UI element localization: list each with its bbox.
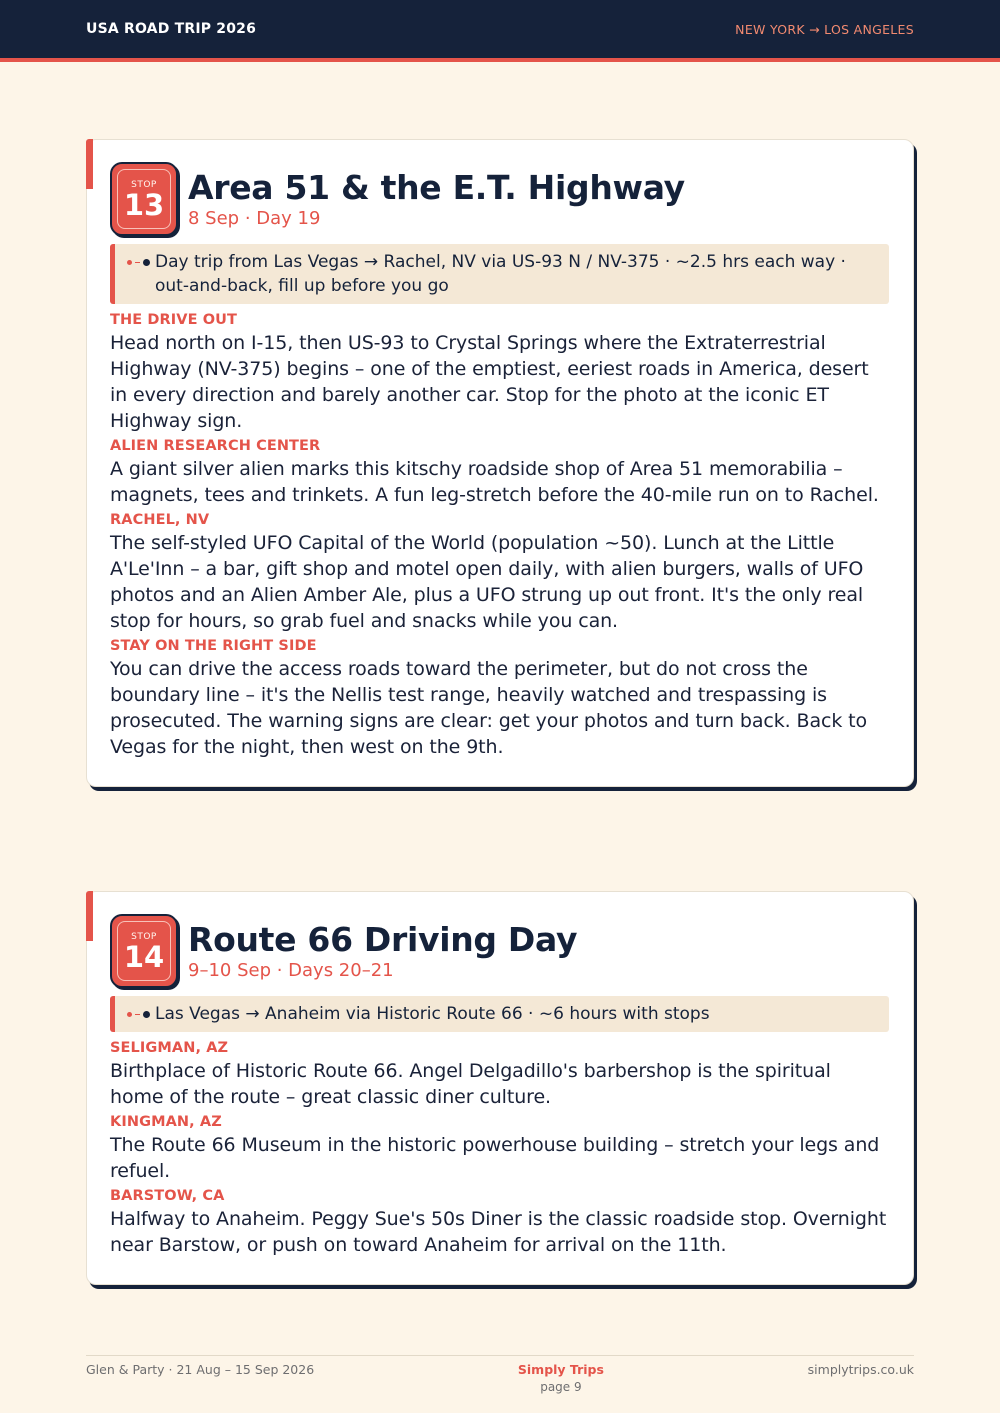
trip-title: USA ROAD TRIP 2026 bbox=[86, 21, 257, 37]
footer-website-link[interactable]: simplytrips.co.uk bbox=[807, 1362, 914, 1377]
stop-number-badge bbox=[110, 162, 178, 236]
section-body: A giant silver alien marks this kitschy roadside shop of Area 51 memorabilia – magnets, tees and trinkets. A fun leg-stretch before the 40-mile run on to Rachel. bbox=[110, 458, 879, 506]
section-seligman-az bbox=[110, 1038, 889, 1110]
stop-date: 8 Sep · Day 19 bbox=[188, 208, 321, 229]
stop-number-badge bbox=[110, 914, 178, 988]
stop-number: 14 bbox=[123, 940, 165, 974]
page-footer bbox=[86, 1355, 914, 1394]
stop-label: STOP bbox=[131, 180, 157, 190]
route-callout-text: Day trip from Las Vegas → Rachel, NV via US-93 N / NV-375 · ~2.5 hrs each way · out-and-back, fill up before you go bbox=[155, 252, 846, 296]
section-label: BARSTOW, CA bbox=[110, 1188, 225, 1204]
section-drive-out bbox=[110, 310, 889, 434]
stop-title: Area 51 & the E.T. Highway bbox=[188, 168, 685, 207]
section-label: KINGMAN, AZ bbox=[110, 1114, 222, 1130]
section-rachel-nv bbox=[110, 510, 889, 634]
section-body: You can drive the access roads toward the perimeter, but do not cross the boundary line – it's the Nellis test range, heavily watched and trespassing is prosecuted. The warning signs are clear: get your photos and turn back. Back to Vegas for the night, then west on the 9th. bbox=[110, 658, 868, 758]
trip-route: NEW YORK → LOS ANGELES bbox=[735, 21, 914, 37]
card-accent-bar bbox=[86, 139, 93, 189]
stop-heading bbox=[188, 162, 685, 229]
stop-number: 13 bbox=[123, 188, 165, 222]
section-body: The Route 66 Museum in the historic powerhouse building – stretch your legs and refuel. bbox=[110, 1134, 880, 1182]
section-barstow-ca bbox=[110, 1186, 889, 1258]
page-number: page 9 bbox=[540, 1380, 582, 1394]
top-header-bar bbox=[0, 0, 1000, 62]
route-callout bbox=[110, 996, 889, 1032]
section-body: Head north on I-15, then US-93 to Crystal Springs where the Extraterrestrial Highway (NV-375) begins – one of the emptiest, eeriest roads in America, desert in every direction and barely another car. Stop for the photo at the iconic ET Highway sign. bbox=[110, 332, 869, 432]
section-stay-right-side bbox=[110, 636, 889, 760]
stop-card-13 bbox=[86, 139, 914, 787]
section-label: STAY ON THE RIGHT SIDE bbox=[110, 638, 317, 654]
section-alien-research-center bbox=[110, 436, 889, 508]
stop-header bbox=[110, 162, 889, 236]
stop-date: 9–10 Sep · Days 20–21 bbox=[188, 960, 394, 981]
stop-label: STOP bbox=[131, 932, 157, 942]
footer-traveler-dates: Glen & Party · 21 Aug – 15 Sep 2026 bbox=[86, 1362, 315, 1377]
section-body: The self-styled UFO Capital of the World (population ~50). Lunch at the Little A'Le'Inn – a bar, gift shop and motel open daily, with alien burgers, walls of UFO photos and an Alien Amber Ale, plus a UFO strung up out front. It's the only real stop for hours, so grab fuel and snacks while you can. bbox=[110, 532, 864, 632]
route-dots-icon bbox=[127, 250, 155, 266]
section-label: THE DRIVE OUT bbox=[110, 312, 238, 328]
section-label: RACHEL, NV bbox=[110, 512, 210, 528]
stop-title: Route 66 Driving Day bbox=[188, 920, 578, 959]
stop-card-14 bbox=[86, 891, 914, 1285]
card-accent-bar bbox=[86, 891, 93, 941]
section-body: Halfway to Anaheim. Peggy Sue's 50s Diner is the classic roadside stop. Overnight near Barstow, or push on toward Anaheim for arrival on the 11th. bbox=[110, 1208, 887, 1256]
section-label: SELIGMAN, AZ bbox=[110, 1040, 229, 1056]
footer-brand: Simply Trips bbox=[517, 1362, 604, 1377]
section-body: Birthplace of Historic Route 66. Angel Delgadillo's barbershop is the spiritual home of the route – great classic diner culture. bbox=[110, 1060, 831, 1108]
footer-center bbox=[518, 1362, 604, 1394]
route-dots-icon bbox=[127, 1002, 155, 1018]
route-callout-text: Las Vegas → Anaheim via Historic Route 66 · ~6 hours with stops bbox=[155, 1004, 710, 1024]
section-label: ALIEN RESEARCH CENTER bbox=[110, 438, 321, 454]
stop-header bbox=[110, 914, 889, 988]
route-callout bbox=[110, 244, 889, 304]
section-kingman-az bbox=[110, 1112, 889, 1184]
stop-heading bbox=[188, 914, 577, 981]
